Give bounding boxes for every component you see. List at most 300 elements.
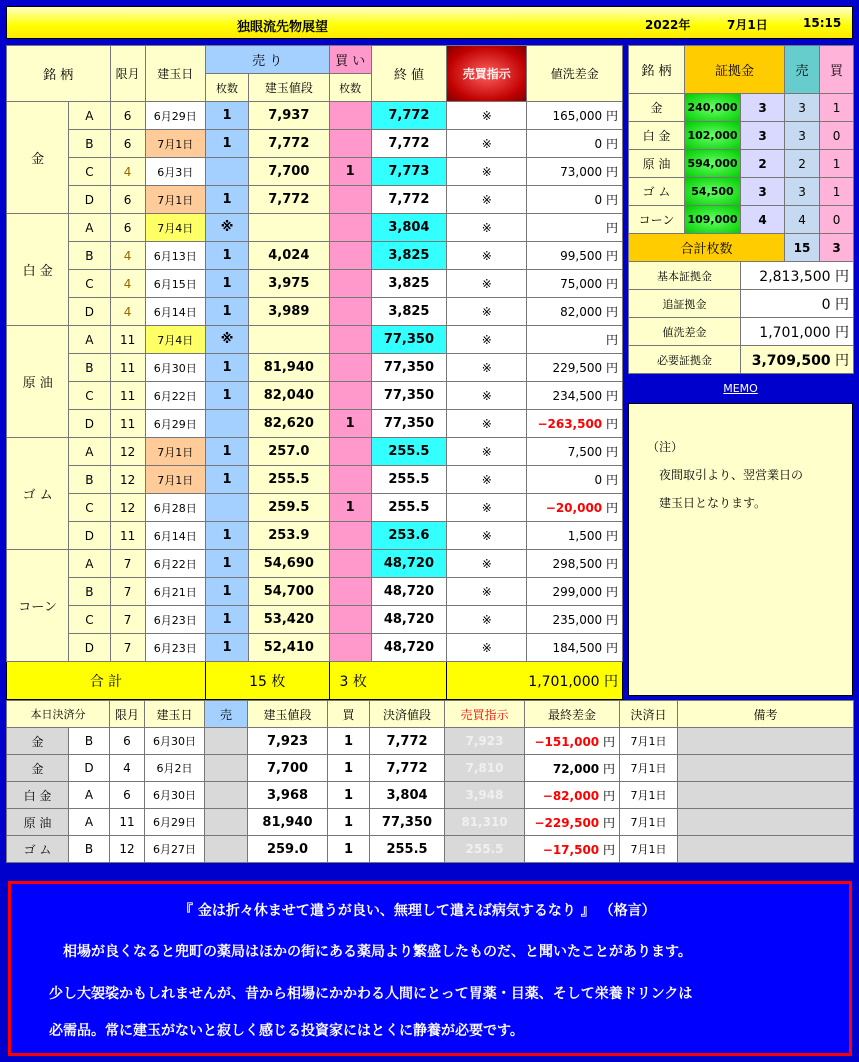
row-limit: 6 xyxy=(110,102,145,130)
proverb-line-2: 相場が良くなると兜町の薬局はほかの街にある薬局より繁盛したものだ、と聞いたことがあります。 xyxy=(63,944,692,960)
row-buy-count xyxy=(329,298,371,326)
margin-row xyxy=(629,206,854,234)
row-limit: 6 xyxy=(110,186,145,214)
row-label: C xyxy=(69,270,110,298)
settle-header-3: 建玉日 xyxy=(145,701,205,728)
header-maisuu-buy: 枚数 xyxy=(329,74,371,102)
settle-note xyxy=(678,782,854,809)
row-buy-count xyxy=(329,522,371,550)
margin-total-label: 合計枚数 xyxy=(629,234,785,262)
memo-panel xyxy=(628,403,853,696)
settle-buy: 1 xyxy=(328,755,370,782)
margin-sell: 3 xyxy=(785,94,820,122)
row-date: 7月1日 xyxy=(145,466,205,494)
row-date: 7月4日 xyxy=(145,326,205,354)
settle-date-closed: 7月1日 xyxy=(620,809,678,836)
margin-name: 原 油 xyxy=(629,150,685,178)
settle-signal: 81,310 xyxy=(445,809,525,836)
memo-line-3: 建玉日となります。 xyxy=(659,496,767,510)
settle-buy: 1 xyxy=(328,809,370,836)
row-buy-count xyxy=(329,354,371,382)
row-sell-count: 1 xyxy=(205,130,248,158)
settle-header-10: 決済日 xyxy=(620,701,678,728)
row-signal: ※ xyxy=(447,522,527,550)
margin-count: 3 xyxy=(741,94,785,122)
settle-note xyxy=(678,755,854,782)
row-buy-count: 1 xyxy=(329,494,371,522)
position-row xyxy=(7,494,623,522)
row-close: 77,350 xyxy=(371,382,446,410)
position-row xyxy=(7,158,623,186)
margin-sell: 3 xyxy=(785,178,820,206)
settle-date-closed: 7月1日 xyxy=(620,728,678,755)
row-sell-count xyxy=(205,158,248,186)
row-limit: 11 xyxy=(110,382,145,410)
settle-price: 259.0 xyxy=(248,836,328,863)
settle-signal: 255.5 xyxy=(445,836,525,863)
settle-price: 3,968 xyxy=(248,782,328,809)
settle-buy: 1 xyxy=(328,728,370,755)
row-sell-count: 1 xyxy=(205,186,248,214)
row-limit: 7 xyxy=(110,634,145,662)
settle-sell xyxy=(205,836,248,863)
row-close: 253.6 xyxy=(371,522,446,550)
settle-settle-price: 7,772 xyxy=(370,755,445,782)
row-diff: 299,000 円 xyxy=(527,578,623,606)
row-diff: 73,000 円 xyxy=(527,158,623,186)
row-label: B xyxy=(69,466,110,494)
margin-name: 金 xyxy=(629,94,685,122)
row-label: D xyxy=(69,634,110,662)
summary-row xyxy=(629,318,854,346)
row-date: 6月22日 xyxy=(145,382,205,410)
row-entry-price: 253.9 xyxy=(249,522,329,550)
positions-table xyxy=(6,45,623,700)
settle-row xyxy=(7,728,854,755)
margin-buy: 1 xyxy=(820,150,854,178)
row-entry-price: 259.5 xyxy=(249,494,329,522)
summary-value: 3,709,500 円 xyxy=(741,346,854,374)
margin-name: コーン xyxy=(629,206,685,234)
margin-count: 2 xyxy=(741,150,785,178)
summary-row xyxy=(629,262,854,290)
row-date: 6月21日 xyxy=(145,578,205,606)
settle-diff: −229,500 円 xyxy=(525,809,620,836)
settle-diff: 72,000 円 xyxy=(525,755,620,782)
row-date: 6月22日 xyxy=(145,550,205,578)
row-signal: ※ xyxy=(447,466,527,494)
row-signal: ※ xyxy=(447,410,527,438)
settle-sell xyxy=(205,782,248,809)
row-close: 7,772 xyxy=(371,102,446,130)
position-row xyxy=(7,466,623,494)
row-signal: ※ xyxy=(447,382,527,410)
margin-header-kai: 買 xyxy=(820,46,854,94)
header-kai: 買 い xyxy=(329,46,371,74)
settle-diff: −82,000 円 xyxy=(525,782,620,809)
row-diff: 1,500 円 xyxy=(527,522,623,550)
settle-row xyxy=(7,836,854,863)
row-diff: 82,000 円 xyxy=(527,298,623,326)
settle-signal: 3,948 xyxy=(445,782,525,809)
settlement-table xyxy=(6,700,854,863)
settle-header-7: 決済値段 xyxy=(370,701,445,728)
row-signal: ※ xyxy=(447,494,527,522)
settle-name: ゴ ム xyxy=(7,836,69,863)
row-buy-count xyxy=(329,634,371,662)
proverb-box xyxy=(8,881,852,1056)
proverb-line-3: 少し大袈裟かもしれませんが、昔から相場にかかわる人間にとって胃薬・目薬、そして栄養ドリンクは xyxy=(49,986,693,1002)
group-name: 金 xyxy=(7,102,69,214)
row-entry-price: 3,975 xyxy=(249,270,329,298)
row-signal: ※ xyxy=(447,186,527,214)
row-sell-count: ※ xyxy=(205,214,248,242)
settle-signal: 7,810 xyxy=(445,755,525,782)
row-signal: ※ xyxy=(447,242,527,270)
row-limit: 11 xyxy=(110,410,145,438)
memo-tab[interactable]: MEMO xyxy=(723,382,758,395)
settle-label: B xyxy=(69,836,110,863)
summary-row xyxy=(629,290,854,318)
settle-price: 81,940 xyxy=(248,809,328,836)
settle-header-4: 売 xyxy=(205,701,248,728)
row-entry-price: 82,620 xyxy=(249,410,329,438)
row-sell-count: 1 xyxy=(205,634,248,662)
row-limit: 11 xyxy=(110,326,145,354)
row-sell-count: 1 xyxy=(205,298,248,326)
row-date: 6月23日 xyxy=(145,606,205,634)
settle-name: 白 金 xyxy=(7,782,69,809)
row-sell-count: 1 xyxy=(205,270,248,298)
row-date: 7月1日 xyxy=(145,438,205,466)
row-sell-count: 1 xyxy=(205,606,248,634)
row-date: 7月1日 xyxy=(145,186,205,214)
settle-date: 6月2日 xyxy=(145,755,205,782)
proverb-line-4: 必需品。常に建玉がないと寂しく感じる投資家にはとくに静養が必要です。 xyxy=(49,1023,524,1039)
settle-header-11: 備考 xyxy=(678,701,854,728)
page-title: 独眼流先物展望 xyxy=(237,20,329,35)
row-date: 6月29日 xyxy=(145,102,205,130)
header-bar xyxy=(6,6,853,39)
settle-buy: 1 xyxy=(328,782,370,809)
row-sell-count: 1 xyxy=(205,550,248,578)
header-tategyoku-neda: 建玉値段 xyxy=(249,74,329,102)
margin-sell: 4 xyxy=(785,206,820,234)
row-limit: 11 xyxy=(110,522,145,550)
position-row xyxy=(7,326,623,354)
row-sell-count: 1 xyxy=(205,522,248,550)
row-entry-price: 7,772 xyxy=(249,186,329,214)
row-signal: ※ xyxy=(447,438,527,466)
row-sell-count: 1 xyxy=(205,102,248,130)
summary-label: 値洗差金 xyxy=(629,318,741,346)
row-entry-price: 54,690 xyxy=(249,550,329,578)
group-name: ゴ ム xyxy=(7,438,69,550)
memo-line-1: （注） xyxy=(647,440,684,454)
row-signal: ※ xyxy=(447,214,527,242)
summary-row xyxy=(629,346,854,374)
settle-limit: 4 xyxy=(110,755,145,782)
row-diff: 円 xyxy=(527,326,623,354)
settle-sell xyxy=(205,728,248,755)
row-close: 77,350 xyxy=(371,326,446,354)
group-name: コーン xyxy=(7,550,69,662)
settle-row xyxy=(7,782,854,809)
position-row xyxy=(7,130,623,158)
settle-row xyxy=(7,809,854,836)
settle-price: 7,700 xyxy=(248,755,328,782)
row-entry-price xyxy=(249,326,329,354)
position-row xyxy=(7,634,623,662)
margin-buy: 0 xyxy=(820,206,854,234)
position-row xyxy=(7,186,623,214)
settle-note xyxy=(678,728,854,755)
settle-limit: 6 xyxy=(110,782,145,809)
margin-name: ゴ ム xyxy=(629,178,685,206)
position-row xyxy=(7,354,623,382)
row-signal: ※ xyxy=(447,102,527,130)
row-limit: 6 xyxy=(110,214,145,242)
settle-limit: 12 xyxy=(110,836,145,863)
row-entry-price: 3,989 xyxy=(249,298,329,326)
settle-row xyxy=(7,755,854,782)
row-sell-count: 1 xyxy=(205,354,248,382)
margin-count: 3 xyxy=(741,122,785,150)
margin-total-sell: 15 xyxy=(785,234,820,262)
header-gengetsu: 限月 xyxy=(110,46,145,102)
margin-name: 白 金 xyxy=(629,122,685,150)
row-limit: 4 xyxy=(110,270,145,298)
row-buy-count xyxy=(329,102,371,130)
row-limit: 7 xyxy=(110,606,145,634)
row-diff: 0 円 xyxy=(527,186,623,214)
settle-sell xyxy=(205,755,248,782)
row-buy-count xyxy=(329,326,371,354)
settle-date: 6月29日 xyxy=(145,809,205,836)
row-buy-count xyxy=(329,382,371,410)
row-entry-price: 7,772 xyxy=(249,130,329,158)
position-row xyxy=(7,298,623,326)
row-limit: 12 xyxy=(110,494,145,522)
row-signal: ※ xyxy=(447,354,527,382)
margin-count: 4 xyxy=(741,206,785,234)
row-label: D xyxy=(69,522,110,550)
row-date: 6月3日 xyxy=(145,158,205,186)
margin-row xyxy=(629,122,854,150)
row-label: A xyxy=(69,438,110,466)
summary-label: 基本証拠金 xyxy=(629,262,741,290)
row-diff: −20,000 円 xyxy=(527,494,623,522)
row-label: D xyxy=(69,410,110,438)
total-label: 合 計 xyxy=(7,662,206,700)
row-buy-count xyxy=(329,242,371,270)
margin-row xyxy=(629,150,854,178)
row-limit: 11 xyxy=(110,354,145,382)
row-buy-count xyxy=(329,214,371,242)
margin-buy: 1 xyxy=(820,178,854,206)
position-row xyxy=(7,438,623,466)
row-diff: 99,500 円 xyxy=(527,242,623,270)
row-signal: ※ xyxy=(447,578,527,606)
settle-settle-price: 7,772 xyxy=(370,728,445,755)
row-signal: ※ xyxy=(447,550,527,578)
settle-date-closed: 7月1日 xyxy=(620,836,678,863)
row-diff: 298,500 円 xyxy=(527,550,623,578)
row-close: 7,772 xyxy=(371,130,446,158)
settle-limit: 11 xyxy=(110,809,145,836)
row-entry-price: 54,700 xyxy=(249,578,329,606)
row-label: A xyxy=(69,326,110,354)
header-baibai-shiji: 売買指示 xyxy=(447,46,527,102)
margin-amount: 594,000 xyxy=(685,150,741,178)
row-entry-price: 7,937 xyxy=(249,102,329,130)
header-tategyokubi: 建玉日 xyxy=(145,46,205,102)
settle-date-closed: 7月1日 xyxy=(620,782,678,809)
header-maisuu-sell: 枚数 xyxy=(205,74,248,102)
settle-sell xyxy=(205,809,248,836)
header-meigara: 銘 柄 xyxy=(7,46,111,102)
margin-sell: 3 xyxy=(785,122,820,150)
header-nearai: 値洗差金 xyxy=(527,46,623,102)
total-sell: 15 枚 xyxy=(205,662,329,700)
row-date: 7月4日 xyxy=(145,214,205,242)
settle-signal: 7,923 xyxy=(445,728,525,755)
row-buy-count xyxy=(329,130,371,158)
row-close: 255.5 xyxy=(371,438,446,466)
row-entry-price: 7,700 xyxy=(249,158,329,186)
margin-row xyxy=(629,94,854,122)
row-date: 6月15日 xyxy=(145,270,205,298)
row-sell-count: ※ xyxy=(205,326,248,354)
row-buy-count xyxy=(329,606,371,634)
memo-line-2: 夜間取引より、翌営業日の xyxy=(659,468,804,482)
margin-header-meigara: 銘 柄 xyxy=(629,46,685,94)
row-entry-price: 81,940 xyxy=(249,354,329,382)
settle-header-8: 売買指示 xyxy=(445,701,525,728)
position-row xyxy=(7,214,623,242)
settle-date: 6月30日 xyxy=(145,782,205,809)
row-entry-price: 4,024 xyxy=(249,242,329,270)
row-sell-count xyxy=(205,494,248,522)
row-close: 48,720 xyxy=(371,634,446,662)
row-entry-price xyxy=(249,214,329,242)
row-label: C xyxy=(69,382,110,410)
settle-header-6: 買 xyxy=(328,701,370,728)
row-limit: 12 xyxy=(110,466,145,494)
proverb-line-1: 『 金は折々休ませて遣うが良い、無理して遣えば病気するなり 』 （格言） xyxy=(179,903,656,919)
row-close: 255.5 xyxy=(371,466,446,494)
row-label: B xyxy=(69,578,110,606)
settle-date-closed: 7月1日 xyxy=(620,755,678,782)
summary-label: 必要証拠金 xyxy=(629,346,741,374)
row-sell-count: 1 xyxy=(205,466,248,494)
settle-limit: 6 xyxy=(110,728,145,755)
row-date: 6月29日 xyxy=(145,410,205,438)
row-limit: 4 xyxy=(110,298,145,326)
row-entry-price: 52,410 xyxy=(249,634,329,662)
row-diff: 229,500 円 xyxy=(527,354,623,382)
margin-header-uri: 売 xyxy=(785,46,820,94)
settle-header-1: 本日決済分 xyxy=(7,701,110,728)
row-signal: ※ xyxy=(447,326,527,354)
settle-price: 7,923 xyxy=(248,728,328,755)
row-close: 48,720 xyxy=(371,550,446,578)
row-entry-price: 53,420 xyxy=(249,606,329,634)
row-label: A xyxy=(69,550,110,578)
row-buy-count xyxy=(329,438,371,466)
row-label: A xyxy=(69,214,110,242)
position-row xyxy=(7,270,623,298)
row-close: 3,825 xyxy=(371,270,446,298)
margin-row xyxy=(629,178,854,206)
row-label: C xyxy=(69,494,110,522)
row-signal: ※ xyxy=(447,634,527,662)
position-row xyxy=(7,578,623,606)
position-row xyxy=(7,102,623,130)
row-buy-count: 1 xyxy=(329,158,371,186)
row-close: 7,772 xyxy=(371,186,446,214)
row-close: 3,825 xyxy=(371,242,446,270)
settle-header-2: 限月 xyxy=(110,701,145,728)
row-diff: 0 円 xyxy=(527,466,623,494)
row-label: C xyxy=(69,158,110,186)
row-label: B xyxy=(69,130,110,158)
row-buy-count xyxy=(329,578,371,606)
row-close: 77,350 xyxy=(371,410,446,438)
row-signal: ※ xyxy=(447,270,527,298)
row-close: 77,350 xyxy=(371,354,446,382)
settle-label: D xyxy=(69,755,110,782)
row-date: 6月14日 xyxy=(145,522,205,550)
position-row xyxy=(7,606,623,634)
row-entry-price: 255.5 xyxy=(249,466,329,494)
settle-buy: 1 xyxy=(328,836,370,863)
row-date: 7月1日 xyxy=(145,130,205,158)
row-sell-count: 1 xyxy=(205,242,248,270)
header-year: 2022年 xyxy=(645,18,691,32)
row-limit: 4 xyxy=(110,158,145,186)
settle-settle-price: 3,804 xyxy=(370,782,445,809)
settle-settle-price: 255.5 xyxy=(370,836,445,863)
settle-name: 原 油 xyxy=(7,809,69,836)
position-row xyxy=(7,550,623,578)
position-row xyxy=(7,410,623,438)
header-uri: 売 り xyxy=(205,46,329,74)
position-row xyxy=(7,522,623,550)
group-name: 原 油 xyxy=(7,326,69,438)
settle-name: 金 xyxy=(7,728,69,755)
settle-label: A xyxy=(69,809,110,836)
row-close: 48,720 xyxy=(371,578,446,606)
row-limit: 7 xyxy=(110,550,145,578)
settle-header-9: 最終差金 xyxy=(525,701,620,728)
row-diff: 7,500 円 xyxy=(527,438,623,466)
margin-count: 3 xyxy=(741,178,785,206)
row-label: B xyxy=(69,242,110,270)
row-close: 3,804 xyxy=(371,214,446,242)
settle-settle-price: 77,350 xyxy=(370,809,445,836)
settle-date: 6月27日 xyxy=(145,836,205,863)
row-signal: ※ xyxy=(447,606,527,634)
margin-table xyxy=(628,45,854,374)
settle-diff: −17,500 円 xyxy=(525,836,620,863)
row-buy-count: 1 xyxy=(329,410,371,438)
row-entry-price: 82,040 xyxy=(249,382,329,410)
settle-header-5: 建玉値段 xyxy=(248,701,328,728)
row-diff: 75,000 円 xyxy=(527,270,623,298)
position-row xyxy=(7,242,623,270)
row-diff: 0 円 xyxy=(527,130,623,158)
